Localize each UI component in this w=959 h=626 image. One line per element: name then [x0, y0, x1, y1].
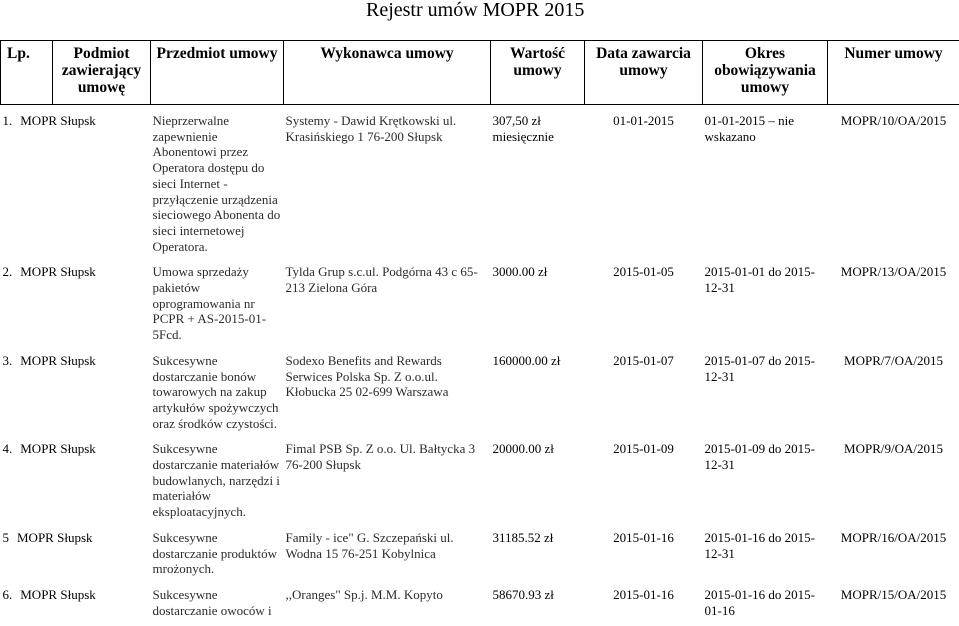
row-period: 2015-01-16 do 2015-01-16 [703, 585, 828, 626]
row-period: 2015-01-09 do 2015-12-31 [703, 439, 828, 528]
page-title: Rejestr umów MOPR 2015 [366, 0, 584, 20]
row-subject: Sukcesywne dostarczanie bonów towarowych na zakup artykułów spożywczych oraz środków czystości. [151, 351, 284, 440]
row-date: 2015-01-16 [585, 585, 703, 626]
row-contractor: ,,Oranges" Sp.j. M.M. Kopyto [284, 585, 491, 626]
header-number: Numer umowy [828, 41, 959, 105]
row-lp-cell [1, 528, 151, 585]
table-row [1, 528, 959, 585]
row-lp: 6. [3, 587, 13, 602]
row-contractor: Fimal PSB Sp. Z o.o. Ul. Bałtycka 3 76-200 Słupsk [284, 439, 491, 528]
row-number: MOPR/10/OA/2015 [828, 105, 959, 263]
row-number: MOPR/7/OA/2015 [828, 351, 959, 440]
row-party: MOPR Słupsk [12, 113, 96, 128]
header-period: Okres obowiązywania umowy [703, 41, 828, 105]
row-value: 160000.00 zł [491, 351, 585, 440]
row-party: MOPR Słupsk [12, 353, 96, 368]
row-number: MOPR/16/OA/2015 [828, 528, 959, 585]
contracts-table [0, 40, 959, 626]
header-value: Wartość umowy [491, 41, 585, 105]
row-contractor: Family - ice" G. Szczepański ul. Wodna 15 76-251 Kobylnica [284, 528, 491, 585]
row-party: MOPR Słupsk [12, 587, 96, 602]
row-period: 2015-01-01 do 2015-12-31 [703, 262, 828, 351]
row-subject: Sukcesywne dostarczanie owoców i [151, 585, 284, 626]
row-subject: Nieprzerwalne zapewnienie Abonentowi przez Operatora dostępu do sieci Internet - przyłączenie urządzenia sieciowego Abonenta do sieci internetowej Operatora. [151, 105, 284, 263]
row-value: 31185.52 zł [491, 528, 585, 585]
row-party: MOPR Słupsk [12, 441, 96, 456]
row-party: MOPR Słupsk [12, 264, 96, 279]
row-date: 2015-01-09 [585, 439, 703, 528]
row-value: 58670.93 zł [491, 585, 585, 626]
header-contractor: Wykonawca umowy [284, 41, 491, 105]
row-period: 01-01-2015 – nie wskazano [703, 105, 828, 263]
row-period: 2015-01-07 do 2015-12-31 [703, 351, 828, 440]
header-party: Podmiot zawierający umowę [53, 41, 151, 105]
row-lp-cell [1, 585, 151, 626]
row-lp: 5 [3, 530, 10, 545]
row-lp-cell [1, 351, 151, 440]
row-contractor: Sodexo Benefits and Rewards Serwices Polska Sp. Z o.o.ul. Kłobucka 25 02-699 Warszawa [284, 351, 491, 440]
row-date: 01-01-2015 [585, 105, 703, 263]
row-party: MOPR Słupsk [9, 530, 93, 545]
table-row [1, 262, 959, 351]
row-contractor: Systemy - Dawid Krętkowski ul. Krasińskiego 1 76-200 Słupsk [284, 105, 491, 263]
table-row [1, 351, 959, 440]
row-date: 2015-01-05 [585, 262, 703, 351]
row-date: 2015-01-16 [585, 528, 703, 585]
row-lp: 2. [3, 264, 13, 279]
row-lp-cell [1, 105, 151, 263]
header-row [1, 41, 959, 105]
row-lp: 3. [3, 353, 13, 368]
row-lp-cell [1, 439, 151, 528]
header-subject: Przedmiot umowy [151, 41, 284, 105]
table-row [1, 439, 959, 528]
row-period: 2015-01-16 do 2015-12-31 [703, 528, 828, 585]
row-value: 3000.00 zł [491, 262, 585, 351]
table-row [1, 105, 959, 263]
header-date: Data zawarcia umowy [585, 41, 703, 105]
table-row [1, 585, 959, 626]
row-value: 307,50 zł miesięcznie [491, 105, 585, 263]
row-subject: Sukcesywne dostarczanie produktów mrożonych. [151, 528, 284, 585]
row-date: 2015-01-07 [585, 351, 703, 440]
row-contractor: Tylda Grup s.c.ul. Podgórna 43 c 65-213 Zielona Góra [284, 262, 491, 351]
row-lp: 4. [3, 441, 13, 456]
row-subject: Sukcesywne dostarczanie materiałów budowlanych, narzędzi i materiałów eksploatacyjnych. [151, 439, 284, 528]
row-number: MOPR/13/OA/2015 [828, 262, 959, 351]
row-lp-cell [1, 262, 151, 351]
row-lp: 1. [3, 113, 13, 128]
row-subject: Umowa sprzedaży pakietów oprogramowania nr PCPR + AS-2015-01-5Fcd. [151, 262, 284, 351]
row-value: 20000.00 zł [491, 439, 585, 528]
row-number: MOPR/15/OA/2015 [828, 585, 959, 626]
header-lp: Lp. [1, 41, 53, 105]
row-number: MOPR/9/OA/2015 [828, 439, 959, 528]
